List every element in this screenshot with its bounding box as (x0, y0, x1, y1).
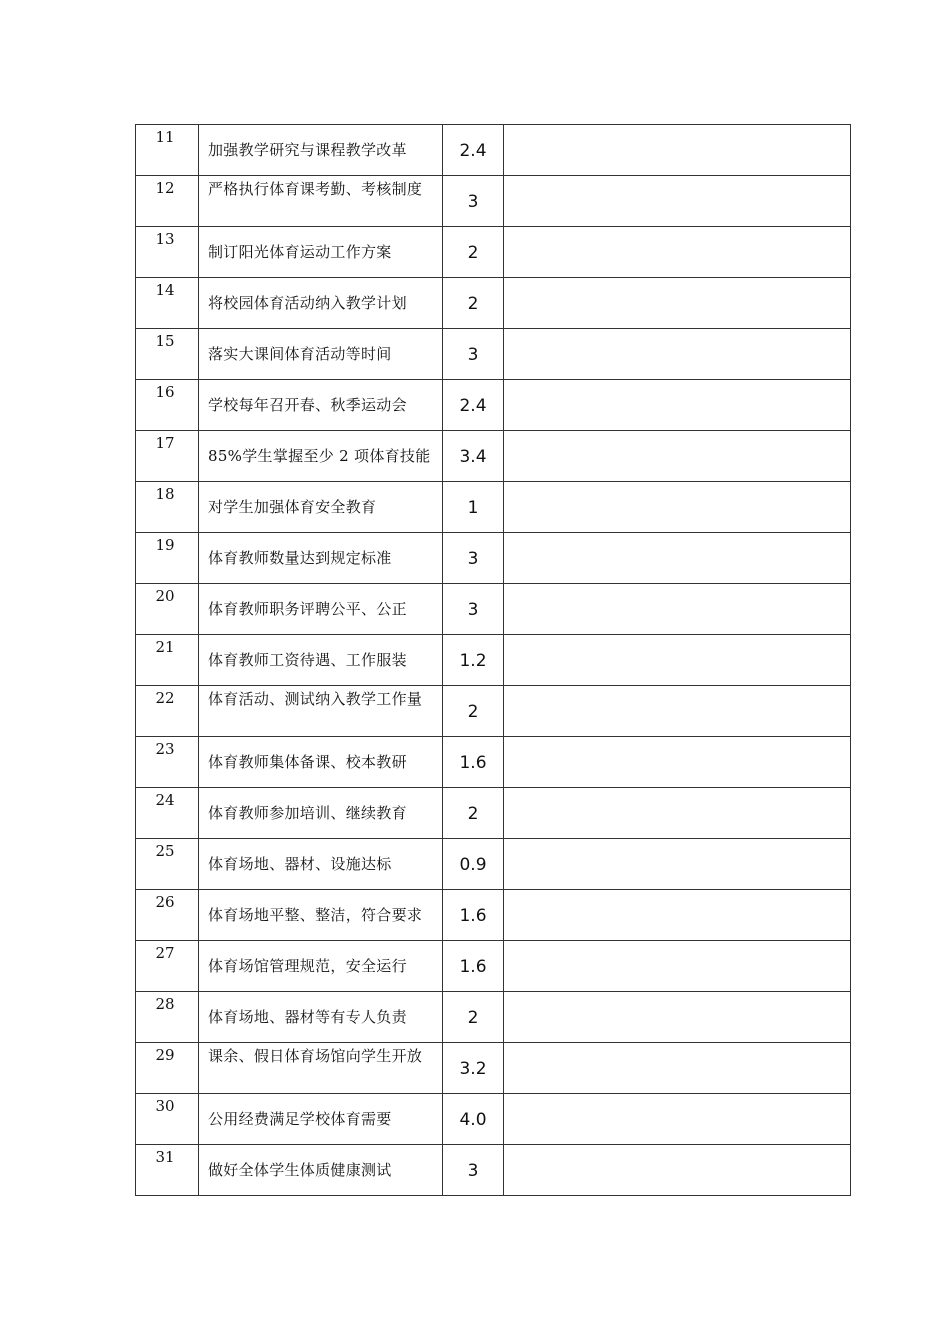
score-cell (443, 839, 504, 890)
row-number-cell (136, 992, 199, 1043)
row-number-cell (136, 584, 199, 635)
item-cell (199, 890, 443, 941)
row-number-cell (136, 533, 199, 584)
note-cell (504, 1094, 851, 1145)
score-cell (443, 482, 504, 533)
row-number: 20 (155, 587, 175, 605)
item-text: 85%学生掌握至少 2 项体育技能 (208, 447, 431, 465)
score-value: 1.6 (459, 753, 487, 773)
note-cell (504, 380, 851, 431)
score-cell (443, 227, 504, 278)
item-cell (199, 176, 443, 227)
item-cell (199, 635, 443, 686)
row-number: 31 (155, 1148, 175, 1166)
row-number-cell (136, 431, 199, 482)
item-cell (199, 839, 443, 890)
item-text: 体育教师数量达到规定标准 (208, 549, 392, 567)
row-number: 27 (155, 944, 175, 962)
row-number-cell (136, 890, 199, 941)
score-value: 2 (467, 243, 479, 263)
score-value: 2 (467, 804, 479, 824)
score-value: 3.4 (459, 447, 487, 467)
item-text: 将校园体育活动纳入教学计划 (208, 294, 407, 312)
row-number: 23 (155, 740, 175, 758)
item-text: 学校每年召开春、秋季运动会 (208, 396, 407, 414)
item-text: 体育场地、器材等有专人负责 (208, 1008, 407, 1026)
row-number: 13 (155, 230, 175, 248)
score-cell (443, 380, 504, 431)
row-number-cell (136, 227, 199, 278)
row-number-cell (136, 1094, 199, 1145)
table-row (136, 941, 851, 992)
row-number-cell (136, 737, 199, 788)
note-cell (504, 635, 851, 686)
note-cell (504, 1043, 851, 1094)
score-cell (443, 329, 504, 380)
row-number-cell (136, 1145, 199, 1196)
note-cell (504, 431, 851, 482)
row-number: 22 (155, 689, 175, 707)
row-number: 30 (155, 1097, 175, 1115)
item-text: 体育场地、器材、设施达标 (208, 855, 392, 873)
note-cell (504, 125, 851, 176)
note-cell (504, 839, 851, 890)
row-number: 14 (155, 281, 175, 299)
item-cell (199, 1145, 443, 1196)
score-cell (443, 1094, 504, 1145)
item-cell (199, 431, 443, 482)
score-cell (443, 737, 504, 788)
row-number: 26 (155, 893, 175, 911)
item-text: 体育教师集体备课、校本教研 (208, 753, 407, 771)
score-value: 1.2 (459, 651, 487, 671)
row-number-cell (136, 635, 199, 686)
table-row (136, 584, 851, 635)
row-number: 24 (155, 791, 175, 809)
score-cell (443, 431, 504, 482)
row-number: 21 (155, 638, 175, 656)
note-cell (504, 533, 851, 584)
item-text: 体育教师参加培训、继续教育 (208, 804, 407, 822)
score-value: 3 (467, 345, 479, 365)
table-row (136, 482, 851, 533)
score-cell (443, 788, 504, 839)
item-text: 体育教师职务评聘公平、公正 (208, 600, 407, 618)
table-row (136, 1145, 851, 1196)
score-value: 2 (467, 294, 479, 314)
item-text: 体育场馆管理规范，安全运行 (208, 957, 407, 975)
item-text: 体育活动、测试纳入教学工作量 (208, 690, 423, 708)
row-number-cell (136, 1043, 199, 1094)
table-row (136, 227, 851, 278)
item-cell (199, 533, 443, 584)
row-number: 25 (155, 842, 175, 860)
note-cell (504, 227, 851, 278)
score-cell (443, 992, 504, 1043)
note-cell (504, 482, 851, 533)
score-cell (443, 533, 504, 584)
row-number: 19 (155, 536, 175, 554)
item-cell (199, 380, 443, 431)
score-value: 1.6 (459, 957, 487, 977)
score-value: 2.4 (459, 396, 487, 416)
row-number-cell (136, 278, 199, 329)
score-value: 2 (467, 702, 479, 722)
table-row (136, 890, 851, 941)
table-row (136, 1094, 851, 1145)
table-body (136, 125, 851, 1196)
item-text: 对学生加强体育安全教育 (208, 498, 377, 516)
row-number-cell (136, 686, 199, 737)
item-cell (199, 788, 443, 839)
item-cell (199, 1094, 443, 1145)
row-number-cell (136, 788, 199, 839)
item-cell (199, 227, 443, 278)
row-number-cell (136, 329, 199, 380)
row-number: 28 (155, 995, 175, 1013)
table-row (136, 125, 851, 176)
score-value: 3 (467, 600, 479, 620)
item-text: 体育场地平整、整洁，符合要求 (208, 906, 423, 924)
row-number-cell (136, 839, 199, 890)
note-cell (504, 329, 851, 380)
row-number: 15 (155, 332, 175, 350)
row-number-cell (136, 380, 199, 431)
item-text: 制订阳光体育运动工作方案 (208, 243, 392, 261)
score-cell (443, 635, 504, 686)
score-value: 3 (467, 1161, 479, 1181)
item-cell (199, 278, 443, 329)
row-number-cell (136, 125, 199, 176)
item-cell (199, 1043, 443, 1094)
score-cell (443, 584, 504, 635)
score-value: 2 (467, 1008, 479, 1028)
note-cell (504, 1145, 851, 1196)
row-number-cell (136, 941, 199, 992)
row-number-cell (136, 482, 199, 533)
score-value: 2.4 (459, 141, 487, 161)
score-cell (443, 125, 504, 176)
score-cell (443, 890, 504, 941)
score-cell (443, 176, 504, 227)
table-row (136, 839, 851, 890)
item-cell (199, 329, 443, 380)
score-cell (443, 686, 504, 737)
note-cell (504, 992, 851, 1043)
score-value: 1 (467, 498, 479, 518)
item-text: 体育教师工资待遇、工作服装 (208, 651, 407, 669)
table-row (136, 788, 851, 839)
item-text: 做好全体学生体质健康测试 (208, 1161, 392, 1179)
item-cell (199, 686, 443, 737)
item-text: 公用经费满足学校体育需要 (208, 1110, 392, 1128)
row-number: 16 (155, 383, 175, 401)
item-cell (199, 584, 443, 635)
item-cell (199, 737, 443, 788)
item-cell (199, 941, 443, 992)
note-cell (504, 941, 851, 992)
table-row (136, 635, 851, 686)
row-number-cell (136, 176, 199, 227)
table-row (136, 1043, 851, 1094)
table-row (136, 380, 851, 431)
table-row (136, 992, 851, 1043)
table-row (136, 278, 851, 329)
item-text: 严格执行体育课考勤、考核制度 (208, 180, 423, 198)
note-cell (504, 278, 851, 329)
item-text: 课余、假日体育场馆向学生开放 (208, 1047, 423, 1065)
note-cell (504, 686, 851, 737)
item-text: 加强教学研究与课程教学改革 (208, 141, 407, 159)
score-cell (443, 1043, 504, 1094)
note-cell (504, 788, 851, 839)
score-cell (443, 941, 504, 992)
table-row (136, 176, 851, 227)
item-cell (199, 482, 443, 533)
row-number: 11 (155, 128, 175, 146)
item-cell (199, 125, 443, 176)
row-number: 17 (155, 434, 175, 452)
note-cell (504, 176, 851, 227)
item-text: 落实大课间体育活动等时间 (208, 345, 392, 363)
note-cell (504, 890, 851, 941)
row-number: 29 (155, 1046, 175, 1064)
table-row (136, 329, 851, 380)
row-number: 18 (155, 485, 175, 503)
table-row (136, 686, 851, 737)
score-value: 0.9 (459, 855, 487, 875)
score-cell (443, 1145, 504, 1196)
score-value: 4.0 (459, 1110, 487, 1130)
note-cell (504, 737, 851, 788)
score-value: 1.6 (459, 906, 487, 926)
evaluation-table (135, 124, 851, 1196)
score-value: 3.2 (459, 1059, 487, 1079)
table-row (136, 533, 851, 584)
score-value: 3 (467, 192, 479, 212)
table-row (136, 737, 851, 788)
score-value: 3 (467, 549, 479, 569)
note-cell (504, 584, 851, 635)
table-row (136, 431, 851, 482)
item-cell (199, 992, 443, 1043)
score-cell (443, 278, 504, 329)
row-number: 12 (155, 179, 175, 197)
